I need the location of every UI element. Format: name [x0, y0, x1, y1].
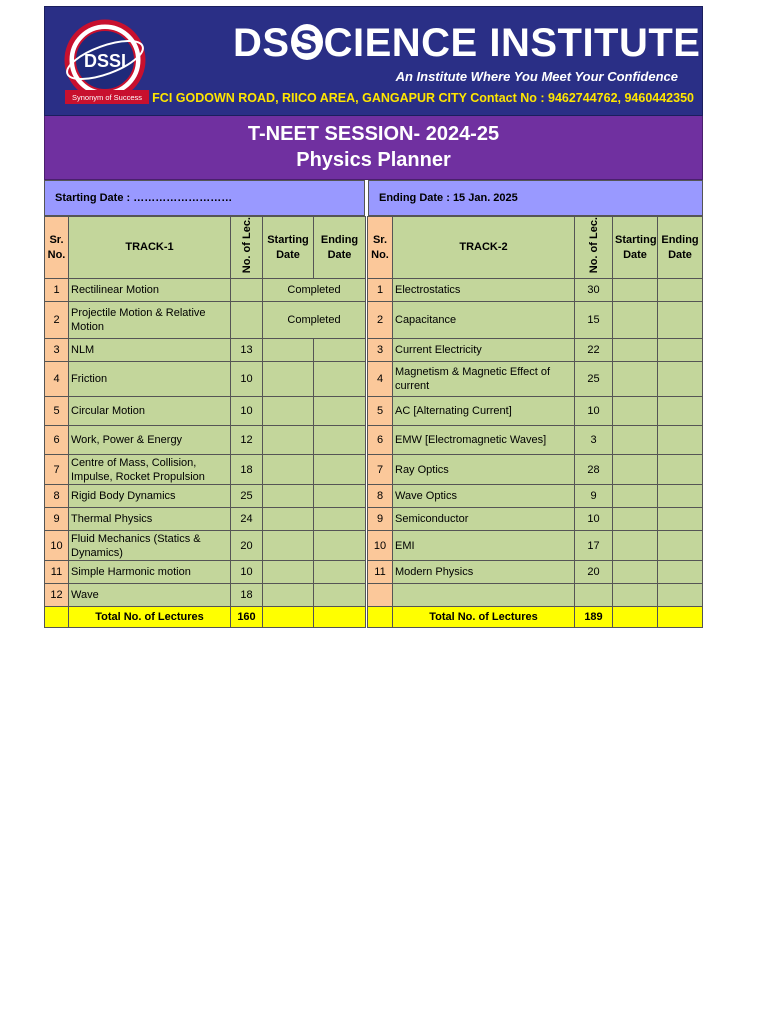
lecture-count-cell: 18	[231, 584, 263, 607]
ending-date-cell	[658, 339, 703, 362]
sr-no-cell: 10	[368, 531, 393, 561]
lecture-count-cell	[231, 279, 263, 302]
topic-cell: Capacitance	[393, 302, 575, 339]
table-row	[368, 561, 703, 584]
table-row	[45, 426, 366, 455]
ending-date-cell	[314, 584, 366, 607]
brand-title-part2: CIENCE INSTITUTE	[323, 21, 701, 65]
starting-date-cell	[263, 397, 314, 426]
sr-no-cell: 5	[368, 397, 393, 426]
table-row	[368, 508, 703, 531]
address-contact: FCI GODOWN ROAD, RIICO AREA, GANGAPUR CITY Contact No : 9462744762, 9460442350	[152, 91, 694, 105]
starting-date: Starting Date : ………………………	[44, 180, 365, 216]
table-row	[368, 362, 703, 397]
ending-date-cell	[314, 426, 366, 455]
sr-no-cell: 7	[45, 455, 69, 485]
brand-title-s-emblem: S	[291, 24, 323, 60]
table-row	[45, 302, 366, 339]
table-row	[368, 426, 703, 455]
ending-date: Ending Date : 15 Jan. 2025	[368, 180, 703, 216]
planner-sheet	[44, 6, 703, 628]
table-row	[45, 362, 366, 397]
lecture-count-cell: 9	[575, 485, 613, 508]
lecture-count-cell	[575, 584, 613, 607]
topic-cell: Wave	[69, 584, 231, 607]
institute-logo	[57, 16, 157, 112]
sr-no-cell: 9	[45, 508, 69, 531]
ending-date-cell	[314, 455, 366, 485]
topic-cell: Modern Physics	[393, 561, 575, 584]
starting-date-header: Starting Date	[263, 217, 314, 279]
lec-header: No. of Lec.	[575, 217, 613, 279]
lecture-count-cell: 12	[231, 426, 263, 455]
session-title: T-NEET SESSION- 2024-25	[247, 123, 500, 145]
starting-date-cell	[263, 426, 314, 455]
lecture-count-cell: 15	[575, 302, 613, 339]
ending-date-cell	[658, 531, 703, 561]
table-row	[45, 561, 366, 584]
total-row	[368, 607, 703, 628]
starting-date-cell	[613, 279, 658, 302]
starting-date-cell	[263, 531, 314, 561]
sr-no-cell: 9	[368, 508, 393, 531]
lecture-count-cell: 10	[231, 397, 263, 426]
title-band	[44, 116, 703, 180]
ending-date-cell	[658, 426, 703, 455]
topic-cell: NLM	[69, 339, 231, 362]
topic-cell: AC [Alternating Current]	[393, 397, 575, 426]
starting-date-cell	[263, 339, 314, 362]
starting-date-cell	[263, 455, 314, 485]
ending-date-cell	[658, 485, 703, 508]
sr-no-cell: 11	[45, 561, 69, 584]
starting-date-cell	[263, 561, 314, 584]
lecture-count-cell: 17	[575, 531, 613, 561]
blank-cell	[45, 607, 69, 628]
topic-cell: Current Electricity	[393, 339, 575, 362]
brand-title-part1: DS	[233, 21, 290, 65]
topic-cell: EMI	[393, 531, 575, 561]
table-row	[368, 397, 703, 426]
starting-date-header: Starting Date	[613, 217, 658, 279]
table-row	[368, 302, 703, 339]
table-row	[45, 508, 366, 531]
total-lectures: 160	[231, 607, 263, 628]
topic-cell: Simple Harmonic motion	[69, 561, 231, 584]
starting-date-cell	[613, 426, 658, 455]
blank-cell	[658, 607, 703, 628]
starting-date-cell	[613, 339, 658, 362]
sr-no-header: Sr. No.	[368, 217, 393, 279]
lecture-count-cell: 20	[231, 531, 263, 561]
ending-date-cell	[658, 455, 703, 485]
blank-cell	[314, 607, 366, 628]
sr-no-cell: 12	[45, 584, 69, 607]
table-row	[45, 339, 366, 362]
lec-header: No. of Lec.	[231, 217, 263, 279]
ending-date-cell	[314, 339, 366, 362]
lecture-count-cell: 3	[575, 426, 613, 455]
sr-no-cell: 5	[45, 397, 69, 426]
ending-date-cell	[658, 302, 703, 339]
starting-date-cell	[613, 584, 658, 607]
sr-no-cell: 4	[368, 362, 393, 397]
topic-cell: Rectilinear Motion	[69, 279, 231, 302]
table-row	[45, 531, 366, 561]
tagline: An Institute Where You Meet Your Confidence	[395, 69, 678, 84]
status-cell: Completed	[263, 279, 366, 302]
table-row	[45, 397, 366, 426]
track-1-heading: TRACK-1	[69, 217, 231, 279]
topic-cell: Centre of Mass, Collision, Impulse, Rocket Propulsion	[69, 455, 231, 485]
starting-date-cell	[613, 302, 658, 339]
sr-no-cell: 7	[368, 455, 393, 485]
blank-cell	[368, 607, 393, 628]
table-row	[368, 339, 703, 362]
ending-date-cell	[658, 362, 703, 397]
topic-cell: EMW [Electromagnetic Waves]	[393, 426, 575, 455]
sr-no-cell: 1	[45, 279, 69, 302]
topic-cell	[393, 584, 575, 607]
blank-cell	[613, 607, 658, 628]
total-lectures: 189	[575, 607, 613, 628]
starting-date-cell	[613, 485, 658, 508]
starting-date-cell	[613, 531, 658, 561]
sr-no-cell: 8	[368, 485, 393, 508]
lecture-count-cell: 18	[231, 455, 263, 485]
ending-date-cell	[314, 561, 366, 584]
lecture-count-cell: 10	[231, 561, 263, 584]
sr-no-cell: 6	[368, 426, 393, 455]
lecture-count-cell	[231, 302, 263, 339]
track-tables	[44, 216, 703, 628]
topic-cell: Magnetism & Magnetic Effect of current	[393, 362, 575, 397]
table-row	[45, 485, 366, 508]
lecture-count-cell: 20	[575, 561, 613, 584]
starting-date-cell	[613, 508, 658, 531]
topic-cell: Ray Optics	[393, 455, 575, 485]
logo-ribbon-text: Synonym of Success	[71, 93, 143, 102]
lecture-count-cell: 28	[575, 455, 613, 485]
ending-date-cell	[314, 531, 366, 561]
brand-title	[233, 21, 700, 65]
table-row	[368, 485, 703, 508]
sr-no-cell: 4	[45, 362, 69, 397]
lecture-count-cell: 25	[575, 362, 613, 397]
ending-date-cell	[658, 508, 703, 531]
lecture-count-cell: 30	[575, 279, 613, 302]
table-row	[368, 455, 703, 485]
sr-no-cell: 2	[368, 302, 393, 339]
starting-date-cell	[263, 584, 314, 607]
sr-no-cell: 8	[45, 485, 69, 508]
blank-cell	[263, 607, 314, 628]
header-banner	[44, 6, 703, 116]
sr-no-header: Sr. No.	[45, 217, 69, 279]
sr-no-cell	[368, 584, 393, 607]
lecture-count-cell: 13	[231, 339, 263, 362]
lecture-count-cell: 10	[575, 508, 613, 531]
topic-cell: Semiconductor	[393, 508, 575, 531]
logo-text: DSSI	[83, 51, 127, 71]
ending-date-cell	[314, 508, 366, 531]
sr-no-cell: 2	[45, 302, 69, 339]
ending-date-header: Ending Date	[314, 217, 366, 279]
ending-date-cell	[658, 397, 703, 426]
track-2-heading: TRACK-2	[393, 217, 575, 279]
total-label: Total No. of Lectures	[393, 607, 575, 628]
sr-no-cell: 6	[45, 426, 69, 455]
table-row	[45, 279, 366, 302]
sr-no-cell: 1	[368, 279, 393, 302]
topic-cell: Projectile Motion & Relative Motion	[69, 302, 231, 339]
sr-no-cell: 10	[45, 531, 69, 561]
starting-date-cell	[613, 397, 658, 426]
starting-date-cell	[613, 455, 658, 485]
table-row	[368, 279, 703, 302]
sr-no-cell: 3	[45, 339, 69, 362]
lecture-count-cell: 10	[575, 397, 613, 426]
table-row	[368, 531, 703, 561]
date-row	[44, 180, 703, 216]
topic-cell: Work, Power & Energy	[69, 426, 231, 455]
sr-no-cell: 3	[368, 339, 393, 362]
starting-date-cell	[613, 561, 658, 584]
lecture-count-cell: 24	[231, 508, 263, 531]
track-2-table	[367, 216, 703, 628]
starting-date-cell	[263, 508, 314, 531]
lecture-count-cell: 25	[231, 485, 263, 508]
topic-cell: Circular Motion	[69, 397, 231, 426]
table-row	[368, 584, 703, 607]
total-label: Total No. of Lectures	[69, 607, 231, 628]
starting-date-cell	[263, 362, 314, 397]
total-row	[45, 607, 366, 628]
topic-cell: Wave Optics	[393, 485, 575, 508]
ending-date-cell	[314, 397, 366, 426]
status-cell: Completed	[263, 302, 366, 339]
ending-date-cell	[314, 362, 366, 397]
ending-date-cell	[658, 561, 703, 584]
topic-cell: Electrostatics	[393, 279, 575, 302]
track-1-table	[44, 216, 366, 628]
ending-date-cell	[658, 584, 703, 607]
starting-date-cell	[613, 362, 658, 397]
planner-title: Physics Planner	[296, 149, 451, 171]
ending-date-cell	[658, 279, 703, 302]
table-row	[45, 584, 366, 607]
table-row	[45, 455, 366, 485]
sr-no-cell: 11	[368, 561, 393, 584]
topic-cell: Fluid Mechanics (Statics & Dynamics)	[69, 531, 231, 561]
topic-cell: Friction	[69, 362, 231, 397]
ending-date-header: Ending Date	[658, 217, 703, 279]
lecture-count-cell: 22	[575, 339, 613, 362]
lecture-count-cell: 10	[231, 362, 263, 397]
starting-date-cell	[263, 485, 314, 508]
ending-date-cell	[314, 485, 366, 508]
topic-cell: Thermal Physics	[69, 508, 231, 531]
topic-cell: Rigid Body Dynamics	[69, 485, 231, 508]
